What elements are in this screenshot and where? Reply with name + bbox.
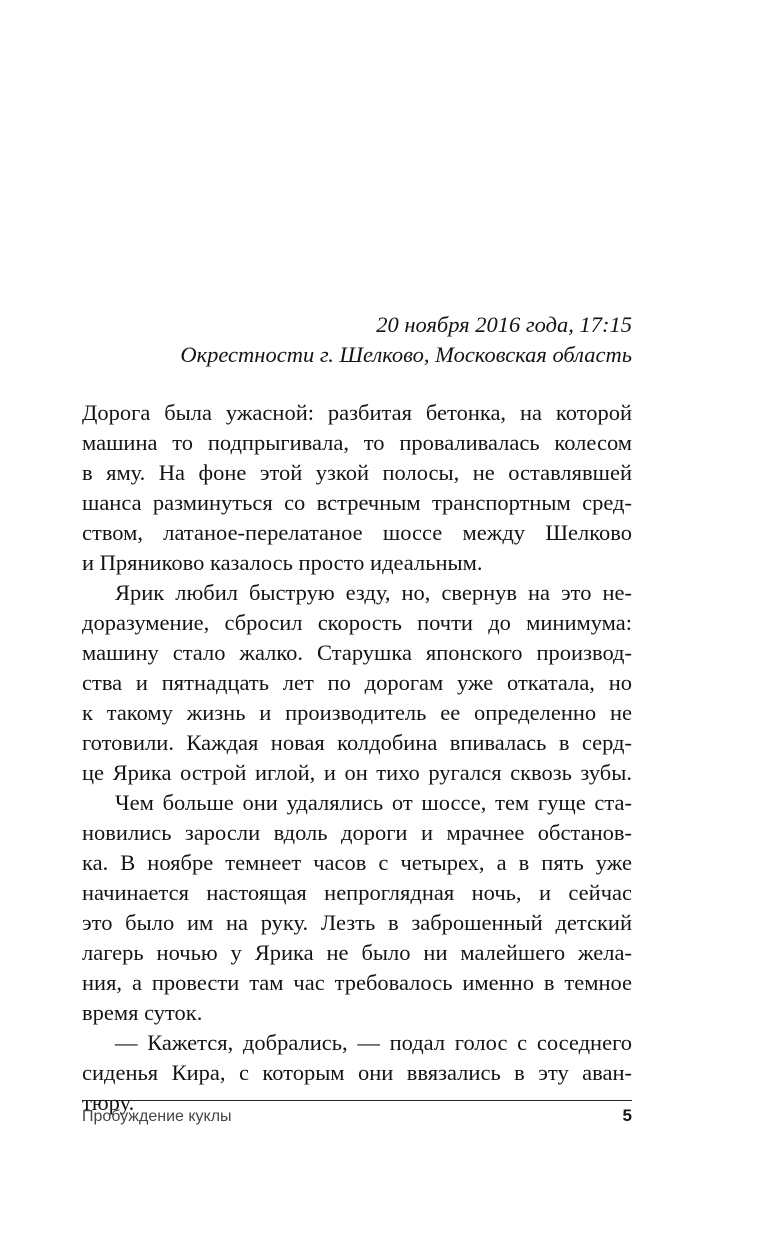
page-number: 5 [622, 1106, 632, 1125]
text-line: ния, а провести там час требовалось именно в темное [82, 970, 632, 995]
running-footer-title: Пробуждение куклы [82, 1108, 232, 1125]
text-line: шанса разминуться со встречным транспортным сред- [82, 490, 632, 515]
text-line: доразумение, сбросил скорость почти до минимума: [82, 610, 632, 635]
text-line: ства и пятнадцать лет по дорогам уже откатала, но [82, 670, 632, 695]
text-line: и Пряниково казалось просто идеальным. [82, 550, 483, 575]
chapter-date: 20 ноября 2016 года, 17:15 [376, 312, 632, 337]
text-line: ка. В ноябре темнеет часов с четырех, а в пять уже [82, 850, 632, 875]
text-line: время суток. [82, 1000, 203, 1025]
text-line: сиденья Кира, с которым они ввязались в эту аван- [82, 1060, 632, 1085]
text-line: Ярик любил быструю езду, но, свернув на это не- [115, 580, 632, 605]
text-line: лагерь ночью у Ярика не было ни малейшего жела- [82, 940, 632, 965]
text-line: це Ярика острой иглой, и он тихо ругался сквозь зубы. [82, 760, 632, 785]
text-line: новились заросли вдоль дороги и мрачнее обстанов- [82, 820, 632, 845]
text-line: начинается настоящая непроглядная ночь, и сейчас [82, 880, 632, 905]
chapter-location: Окрестности г. Шелково, Московская область [180, 342, 632, 367]
text-line: ством, латаное-перелатаное шоссе между Шелково [82, 520, 632, 545]
text-line: — Кажется, добрались, — подал голос с соседнего [115, 1030, 632, 1055]
text-line: Дорога была ужасной: разбитая бетонка, на которой [82, 400, 632, 425]
text-line: готовили. Каждая новая колдобина впивалась в серд- [82, 730, 632, 755]
text-line: Чем больше они удалялись от шоссе, тем гуще ста- [115, 790, 632, 815]
text-line: машина то подпрыгивала, то проваливалась колесом [82, 430, 632, 455]
footer-divider [82, 1100, 632, 1101]
text-line: в яму. На фоне этой узкой полосы, не оставлявшей [82, 460, 632, 485]
text-line: машину стало жалко. Старушка японского производ- [82, 640, 632, 665]
text-line: к такому жизнь и производитель ее определенно не [82, 700, 632, 725]
text-line: это было им на руку. Лезть в заброшенный детский [82, 910, 632, 935]
text-line: тюру. [82, 1090, 135, 1115]
